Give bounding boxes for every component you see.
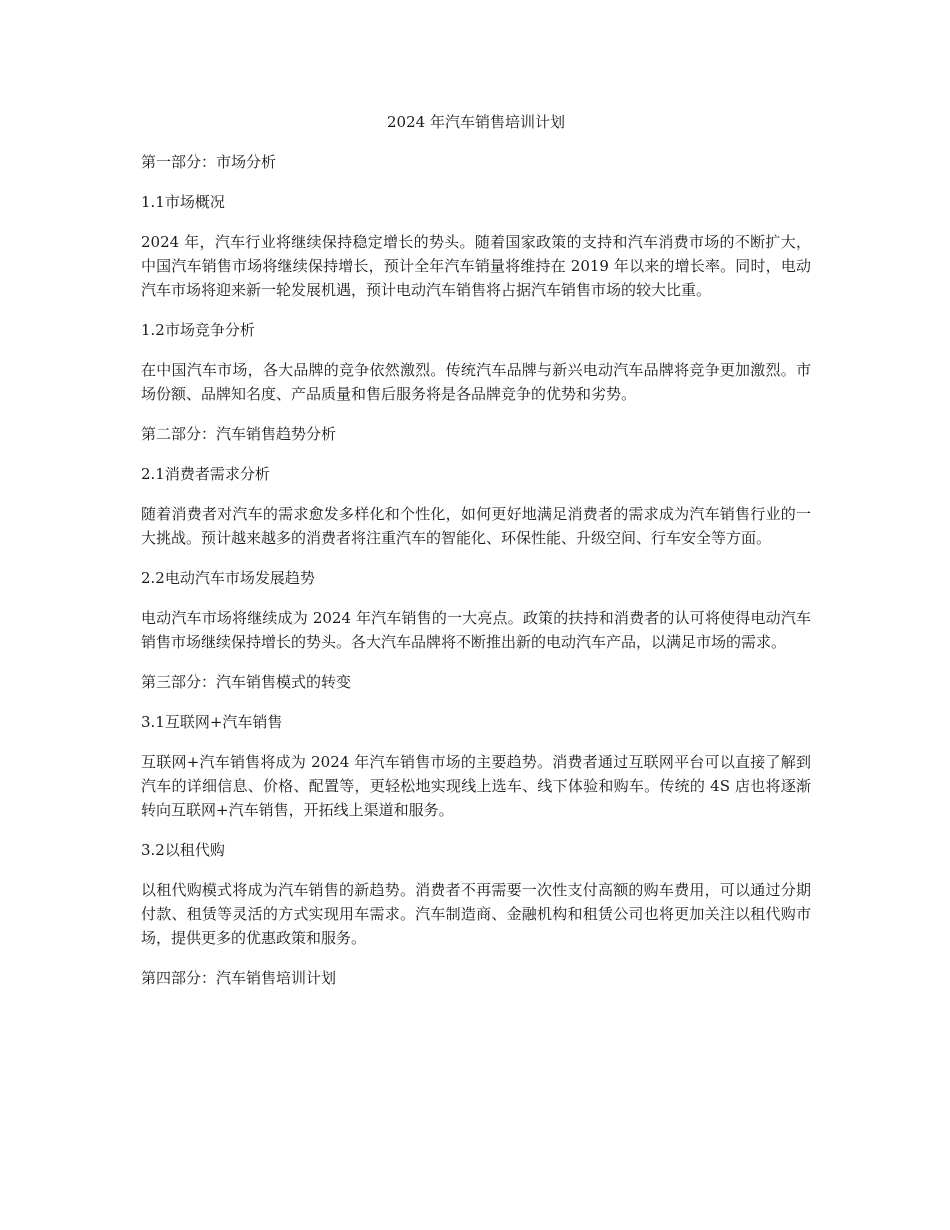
paragraph-consumer-demand: 随着消费者对汽车的需求愈发多样化和个性化，如何更好地满足消费者的需求成为汽车销售行业的一大挑战。预计越来越多的消费者将注重汽车的智能化、环保性能、升级空间、行车安全等方面。 <box>141 505 811 547</box>
subsection-heading-1-1: 1.1市场概况 <box>141 193 225 211</box>
document-body <box>141 110 811 1006</box>
document-title: 2024 年汽车销售培训计划 <box>387 113 565 131</box>
subsection-heading-2-2: 2.2电动汽车市场发展趋势 <box>141 569 315 587</box>
section-heading-part2: 第二部分：汽车销售趋势分析 <box>141 425 337 443</box>
subsection-heading-2-1: 2.1消费者需求分析 <box>141 465 270 483</box>
paragraph-internet-sales: 互联网+汽车销售将成为 2024 年汽车销售市场的主要趋势。消费者通过互联网平台可以直接了解到汽车的详细信息、价格、配置等，更轻松地实现线上选车、线下体验和购车。传统的 4S 店也将逐渐转向互联网+汽车销售，开拓线上渠道和服务。 <box>141 753 811 819</box>
paragraph-ev-trend: 电动汽车市场将继续成为 2024 年汽车销售的一大亮点。政策的扶持和消费者的认可将使得电动汽车销售市场继续保持增长的势头。各大汽车品牌将不断推出新的电动汽车产品，以满足市场的需求。 <box>141 609 811 651</box>
section-heading-part3: 第三部分：汽车销售模式的转变 <box>141 673 352 691</box>
section-heading-part1: 第一部分：市场分析 <box>141 153 277 171</box>
subsection-heading-1-2: 1.2市场竞争分析 <box>141 321 255 339</box>
subsection-heading-3-1: 3.1互联网+汽车销售 <box>141 713 283 731</box>
section-heading-part4: 第四部分：汽车销售培训计划 <box>141 969 337 987</box>
paragraph-market-overview: 2024 年，汽车行业将继续保持稳定增长的势头。随着国家政策的支持和汽车消费市场的不断扩大，中国汽车销售市场将继续保持增长，预计全年汽车销量将维持在 2019 年以来的增长率。同时，电动汽车市场将迎来新一轮发展机遇，预计电动汽车销售将占据汽车销售市场的较大比重。 <box>141 233 811 299</box>
subsection-heading-3-2: 3.2以租代购 <box>141 841 225 859</box>
paragraph-competition: 在中国汽车市场，各大品牌的竞争依然激烈。传统汽车品牌与新兴电动汽车品牌将竞争更加激烈。市场份额、品牌知名度、产品质量和售后服务将是各品牌竞争的优势和劣势。 <box>141 361 811 403</box>
paragraph-lease-to-own: 以租代购模式将成为汽车销售的新趋势。消费者不再需要一次性支付高额的购车费用，可以通过分期付款、租赁等灵活的方式实现用车需求。汽车制造商、金融机构和租赁公司也将更加关注以租代购市场，提供更多的优惠政策和服务。 <box>141 881 811 947</box>
